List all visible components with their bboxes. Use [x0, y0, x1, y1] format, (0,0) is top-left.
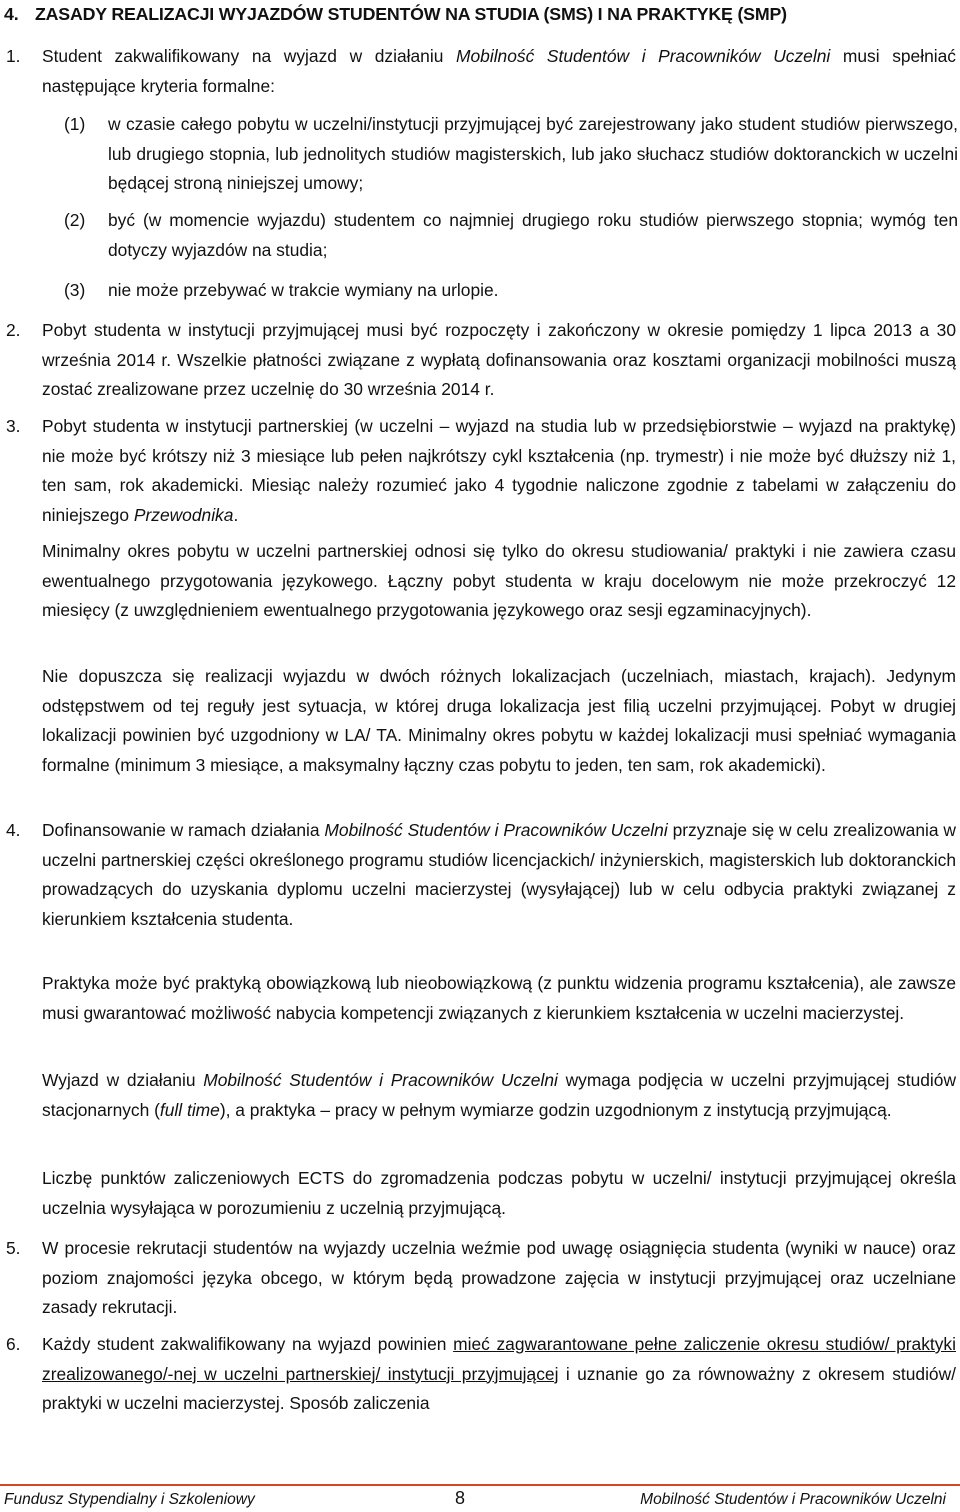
- item-4-paragraph-4: Liczbę punktów zaliczeniowych ECTS do zgromadzenia podczas pobytu w uczelni/ instytucji przyjmującej określa uczelnia wysyłająca w porozumieniu z uczelnią przyjmującą.: [42, 1168, 956, 1218]
- footer-rule: [0, 1484, 960, 1486]
- footer-left-text: Fundusz Stypendialny i Szkoleniowy: [4, 1491, 255, 1508]
- item-number: 3.: [6, 416, 21, 436]
- full-time-term: full time: [159, 1099, 220, 1120]
- item-3-paragraph-3: Nie dopuszcza się realizacji wyjazdu w dwóch różnych lokalizacjach (uczelniach, miastach, krajach). Jedynym odstępstwem od tej reguły jest sytuacja, w której druga lokalizacja jest filią uczelni przyjmującej. Pobyt w drugiej lokalizacji powinien być uzgodniony w LA/ TA. Minimalny okres pobytu w każdej lokalizacji musi spełniać wymagania formalne (minimum 3 miesiące, a maksymalny łączny czas pobytu to jeden, ten sam, rok akademicki).: [42, 666, 956, 775]
- underlined-requirement: mieć zagwarantowane pełne zaliczenie okresu studiów/ praktyki zrealizowanego/-nej w uczelni partnerskiej/ instytucji przyjmującej: [42, 1334, 956, 1384]
- item-number: 1.: [6, 46, 21, 66]
- item-2-text: Pobyt studenta w instytucji przyjmującej musi być rozpoczęty i zakończony w okresie pomiędzy 1 lipca 2013 a 30 września 2014 r. Wszelkie płatności związane z wypłatą dofinansowania oraz kosztami organizacji mobilności muszą zostać zrealizowane przez uczelnię do 30 września 2014 r.: [42, 320, 956, 399]
- item-number: 5.: [6, 1238, 21, 1258]
- criterion-text: nie może przebywać w trakcie wymiany na urlopie.: [108, 280, 499, 300]
- item-4-paragraph-2: Praktyka może być praktyką obowiązkową lub nieobowiązkową (z punktu widzenia programu kształcenia), ale zawsze musi gwarantować możliwość nabycia kompetencji związanych z kierunkiem kształcenia w uczelni macierzystej.: [42, 973, 956, 1023]
- criterion-text: w czasie całego pobytu w uczelni/instytucji przyjmującej być zarejestrowany jako student studiów pierwszego, lub drugiego stopnia, lub jednolitych studiów magisterskich, lub jako słuchacz studiów doktoranckich w uczelni będącej stroną niniejszej umowy;: [108, 114, 958, 193]
- criterion-text: być (w momencie wyjazdu) studentem co najmniej drugiego roku studiów pierwszego stopnia; wymóg ten dotyczy wyjazdów na studia;: [108, 210, 958, 260]
- item-3-paragraph-2: Minimalny okres pobytu w uczelni partnerskiej odnosi się tylko do okresu studiowania/ praktyki i nie zawiera czasu ewentualnego przygotowania językowego. Łączny pobyt studenta w kraju docelowym nie może przekroczyć 12 miesięcy (z uwzględnieniem ewentualnego przygotowania językowego oraz sesji egzaminacyjnych).: [42, 541, 956, 620]
- item-3-text: Pobyt studenta w instytucji partnerskiej (w uczelni – wyjazd na studia lub w przedsiębiorstwie – wyjazd na praktykę) nie może być krótszy niż 3 miesiące lub pełen najkrótszy cykl kształcenia (np. trymestr) i nie może być dłuższy niż 1, ten sam, rok akademicki. Miesiąc należy rozumieć jako 4 tygodnie naliczone zgodnie z tabelami w załączeniu do niniejszego Przewodnika.: [42, 416, 956, 525]
- page-number: 8: [455, 1488, 466, 1508]
- section-number: 4.: [4, 4, 19, 24]
- footer-right-text: Mobilność Studentów i Pracowników Uczelni: [640, 1491, 946, 1508]
- criterion-number: (1): [64, 114, 86, 134]
- program-name: Mobilność Studentów i Pracowników Uczelni: [203, 1070, 558, 1090]
- criterion-number: (3): [64, 280, 86, 300]
- item-number: 2.: [6, 320, 21, 340]
- item-1-intro: Student zakwalifikowany na wyjazd w działaniu Mobilność Studentów i Pracowników Uczelni musi spełniać następujące kryteria formalne:: [42, 46, 956, 96]
- item-number: 6.: [6, 1334, 21, 1354]
- guide-title: Przewodnika: [133, 504, 234, 525]
- program-name: Mobilność Studentów i Pracowników Uczelni: [456, 46, 831, 66]
- page-footer: [0, 1486, 960, 1510]
- item-4-text: Dofinansowanie w ramach działania Mobilność Studentów i Pracowników Uczelni przyznaje się w celu zrealizowania w uczelni partnerskiej części określonego programu studiów licencjackich/ inżynierskich, magisterskich lub doktoranckich prowadzących do uzyskania dyplomu uczelni macierzystej (wysyłającej) lub w celu odbycia praktyki związanej z kierunkiem kształcenia studenta.: [42, 820, 956, 929]
- program-name: Mobilność Studentów i Pracowników Uczelni: [324, 820, 668, 840]
- section-title: ZASADY REALIZACJI WYJAZDÓW STUDENTÓW NA STUDIA (SMS) I NA PRAKTYKĘ (SMP): [35, 4, 787, 24]
- item-6-text: Każdy student zakwalifikowany na wyjazd powinien mieć zagwarantowane pełne zaliczenie okresu studiów/ praktyki zrealizowanego/-nej w uczelni partnerskiej/ instytucji przyjmującej i uznanie go za równoważny z okresem studiów/ praktyki w uczelni macierzystej. Sposób zaliczenia: [42, 1334, 956, 1413]
- criterion-number: (2): [64, 210, 86, 230]
- item-4-paragraph-3: Wyjazd w działaniu Mobilność Studentów i Pracowników Uczelni wymaga podjęcia w uczelni przyjmującej studiów stacjonarnych (full time), a praktyka – pracy w pełnym wymiarze godzin uzgodnionym z instytucją przyjmującą.: [42, 1070, 957, 1120]
- item-5-text: W procesie rekrutacji studentów na wyjazdy uczelnia weźmie pod uwagę osiągnięcia studenta (wyniki w nauce) oraz poziom znajomości języka obcego, w którym będą prowadzone zajęcia w instytucji przyjmującej oraz uczelniane zasady rekrutacji.: [42, 1238, 956, 1317]
- section-heading: [4, 0, 787, 30]
- item-number: 4.: [6, 820, 21, 840]
